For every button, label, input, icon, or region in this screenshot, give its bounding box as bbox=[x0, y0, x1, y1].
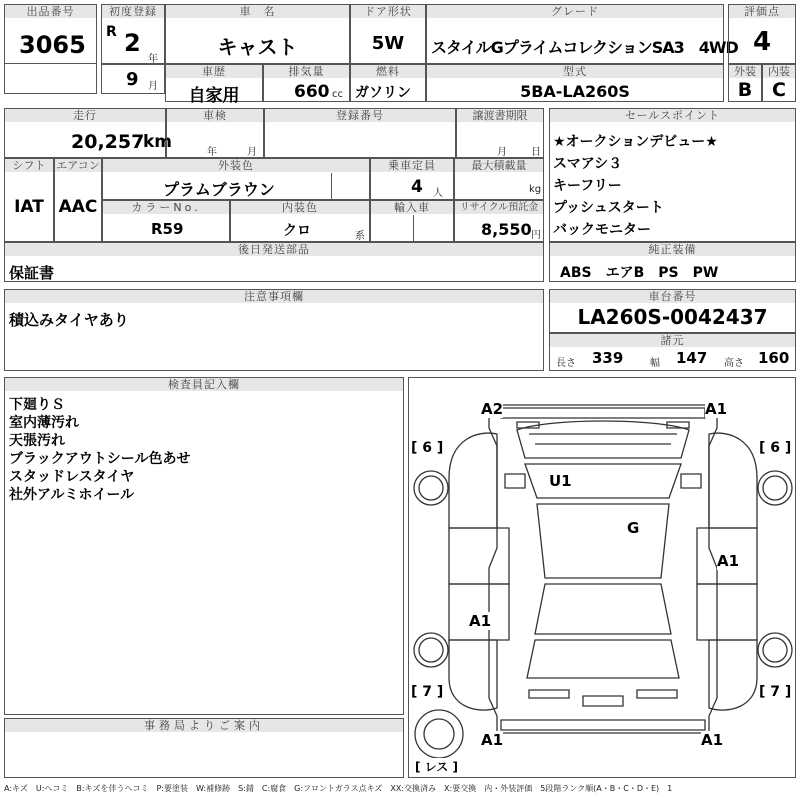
grade-header: グレード bbox=[427, 5, 723, 18]
inspector-note: 室内薄汚れ bbox=[9, 415, 79, 431]
color-no-value: R59 bbox=[151, 220, 184, 238]
inspector-note: スタッドレスタイヤ bbox=[9, 469, 135, 485]
interior-header: 内装 bbox=[763, 65, 795, 78]
history-header: 車歴 bbox=[166, 65, 262, 78]
tire-front-right-depth: [ 6 ] bbox=[759, 440, 792, 456]
score-cell bbox=[728, 4, 796, 64]
damage-g-windshield: G bbox=[627, 519, 640, 537]
doc-deadline-header: 譲渡書期限 bbox=[457, 109, 543, 122]
car-name-header: 車 名 bbox=[166, 5, 349, 18]
damage-a1-rear-left: A1 bbox=[481, 731, 504, 749]
reg-no-header: 登録番号 bbox=[265, 109, 455, 122]
displacement-value: 660 bbox=[294, 82, 330, 102]
inspection-month-unit: 月 bbox=[247, 147, 257, 158]
tire-front-left-depth: [ 6 ] bbox=[411, 440, 444, 456]
aircon-value: AAC bbox=[58, 197, 98, 217]
reg-no-cell bbox=[264, 108, 456, 158]
office-notes-cell bbox=[4, 718, 404, 778]
grade-value: スタイルGプライムコレクションSA3 4WD bbox=[431, 38, 738, 57]
int-color-header: 内装色 bbox=[231, 201, 369, 214]
shift-header: シフト bbox=[5, 159, 53, 172]
lot-no-header: 出品番号 bbox=[5, 5, 96, 18]
notes-value: 積込みタイヤあり bbox=[9, 311, 129, 329]
lot-no-cell bbox=[4, 4, 97, 94]
mileage-unit: km bbox=[143, 132, 173, 152]
first-reg-cell bbox=[101, 4, 165, 64]
month-unit: 月 bbox=[148, 81, 158, 92]
model-code-value: 5BA-LA260S bbox=[520, 82, 630, 101]
inspector-note: 天張汚れ bbox=[9, 433, 65, 449]
aircon-header: エアコン bbox=[56, 159, 100, 172]
inspector-note: 下廻りＳ bbox=[9, 397, 65, 413]
ext-color-value: プラムブラウン bbox=[163, 180, 275, 199]
chassis-header: 車台番号 bbox=[550, 290, 795, 303]
sales-point-item: バックモニター bbox=[553, 222, 651, 238]
interior-grade-cell bbox=[762, 64, 796, 102]
fuel-header: 燃料 bbox=[351, 65, 425, 78]
recycle-value: 8,550 bbox=[481, 220, 532, 239]
height-value: 160 bbox=[758, 349, 790, 367]
car-name-cell bbox=[165, 4, 350, 64]
door-type-value: 5W bbox=[371, 33, 405, 54]
capacity-value: 4 bbox=[411, 177, 423, 197]
specs-cell bbox=[549, 333, 796, 371]
car-name-value: キャスト bbox=[217, 35, 298, 59]
int-color-value: クロ bbox=[283, 223, 311, 239]
genuine-equip-value: ABS エアB PS PW bbox=[560, 265, 719, 281]
max-load-cell bbox=[454, 158, 544, 200]
displacement-unit: cc bbox=[332, 89, 343, 100]
width-value: 147 bbox=[676, 349, 708, 367]
car-diagram bbox=[408, 377, 796, 778]
doc-month-unit: 月 bbox=[497, 147, 507, 158]
inspector-notes-header: 検査員記入欄 bbox=[5, 378, 403, 391]
color-no-header: カラーNo. bbox=[103, 201, 229, 214]
recycle-unit: 円 bbox=[531, 230, 541, 241]
damage-a1-front-right: A1 bbox=[705, 400, 728, 418]
month-value: 9 bbox=[126, 69, 139, 90]
door-type-cell bbox=[350, 4, 426, 64]
damage-a1-right-door: A1 bbox=[717, 552, 740, 570]
later-parts-value: 保証書 bbox=[9, 264, 55, 282]
exterior-grade-value: B bbox=[737, 79, 753, 101]
lot-no-value: 3065 bbox=[19, 31, 86, 59]
model-code-header: 型式 bbox=[427, 65, 723, 78]
displacement-cell bbox=[263, 64, 350, 102]
import-cell bbox=[370, 200, 454, 242]
shift-cell bbox=[4, 158, 54, 242]
model-code-cell bbox=[426, 64, 724, 102]
notes-header: 注意事項欄 bbox=[5, 290, 543, 303]
era-value: R bbox=[106, 24, 117, 40]
width-label: 幅 bbox=[650, 358, 660, 369]
import-header: 輸入車 bbox=[371, 201, 453, 214]
notes-cell bbox=[4, 289, 544, 371]
grade-cell bbox=[426, 4, 738, 64]
interior-grade-value: C bbox=[772, 79, 786, 101]
sales-points-header: セールスポイント bbox=[550, 109, 795, 122]
doc-day-unit: 日 bbox=[531, 147, 541, 158]
inspector-note: 社外アルミホイール bbox=[9, 487, 135, 503]
fuel-cell bbox=[350, 64, 426, 102]
spare-tire-label: [ レス ] bbox=[415, 760, 458, 774]
sales-point-item: スマアシ３ bbox=[553, 156, 623, 172]
history-cell bbox=[165, 64, 263, 106]
color-no-cell bbox=[102, 200, 230, 242]
chassis-value: LA260S-0042437 bbox=[577, 305, 768, 329]
tire-rear-left-depth: [ 7 ] bbox=[411, 684, 444, 700]
mileage-value: 20,257 bbox=[71, 131, 145, 153]
capacity-header: 乗車定員 bbox=[371, 159, 453, 172]
specs-header: 諸元 bbox=[550, 334, 795, 347]
history-value: 自家用 bbox=[188, 86, 240, 106]
chassis-cell bbox=[549, 289, 796, 333]
car-outline bbox=[409, 378, 797, 779]
sales-point-item: ★オークションデビュー★ bbox=[553, 134, 718, 150]
tire-rear-right-depth: [ 7 ] bbox=[759, 684, 792, 700]
damage-a1-rear-right: A1 bbox=[701, 731, 724, 749]
capacity-cell bbox=[370, 158, 454, 200]
int-color-unit: 系 bbox=[355, 231, 365, 242]
aircon-cell bbox=[54, 158, 102, 242]
damage-u1-roof: U1 bbox=[549, 472, 572, 490]
damage-legend: A:キズ U:ヘコミ B:キズを伴うヘコミ P:要塗装 W:補修跡 S:錆 C:腐食 G:フロントガラス点キズ XX:交換済み X:要交換 内・外装評価 5段階ランク順(A・B・C・D・E) 1 bbox=[4, 784, 673, 793]
exterior-grade-cell bbox=[728, 64, 762, 102]
height-label: 高さ bbox=[724, 358, 744, 369]
door-type-header: ドア形状 bbox=[351, 5, 425, 18]
genuine-equip-header: 純正装備 bbox=[550, 243, 795, 256]
max-load-unit: kg bbox=[529, 184, 542, 195]
doc-deadline-cell bbox=[456, 108, 544, 158]
inspection-cell bbox=[166, 108, 264, 158]
inspection-header: 車検 bbox=[167, 109, 263, 122]
sales-point-item: プッシュスタート bbox=[553, 200, 664, 216]
inspector-note: ブラックアウトシール色あせ bbox=[9, 451, 191, 467]
ext-color-header: 外装色 bbox=[103, 159, 369, 172]
int-color-cell bbox=[230, 200, 370, 242]
sales-points-cell bbox=[549, 108, 796, 242]
shift-value: IAT bbox=[14, 197, 44, 217]
ext-color-cell bbox=[102, 158, 370, 200]
later-parts-cell bbox=[4, 242, 544, 282]
mileage-cell bbox=[4, 108, 173, 158]
year-value: 2 bbox=[124, 29, 141, 57]
year-unit: 年 bbox=[148, 54, 158, 65]
office-notes-header: 事務局よりご案内 bbox=[5, 719, 403, 732]
recycle-header: リサイクル預託金 bbox=[455, 201, 543, 214]
displacement-header: 排気量 bbox=[264, 65, 349, 78]
damage-a1-left-door: A1 bbox=[469, 612, 492, 630]
damage-a2-front-left: A2 bbox=[481, 400, 504, 418]
recycle-cell bbox=[454, 200, 544, 242]
sales-point-item: キーフリー bbox=[553, 178, 622, 194]
first-reg-header: 初度登録 bbox=[102, 5, 164, 18]
score-header: 評価点 bbox=[729, 5, 795, 18]
inspection-year-unit: 年 bbox=[207, 147, 217, 158]
exterior-header: 外装 bbox=[729, 65, 761, 78]
max-load-header: 最大積載量 bbox=[455, 159, 543, 172]
length-label: 長さ bbox=[556, 358, 576, 369]
capacity-unit: 人 bbox=[433, 188, 443, 199]
month-cell bbox=[101, 64, 165, 94]
later-parts-header: 後日発送部品 bbox=[5, 243, 543, 256]
score-value: 4 bbox=[752, 27, 772, 57]
genuine-equip-cell bbox=[549, 242, 796, 282]
inspector-notes-cell bbox=[4, 377, 404, 715]
length-value: 339 bbox=[592, 349, 624, 367]
mileage-header: 走行 bbox=[5, 109, 165, 122]
fuel-value: ガソリン bbox=[355, 85, 411, 101]
